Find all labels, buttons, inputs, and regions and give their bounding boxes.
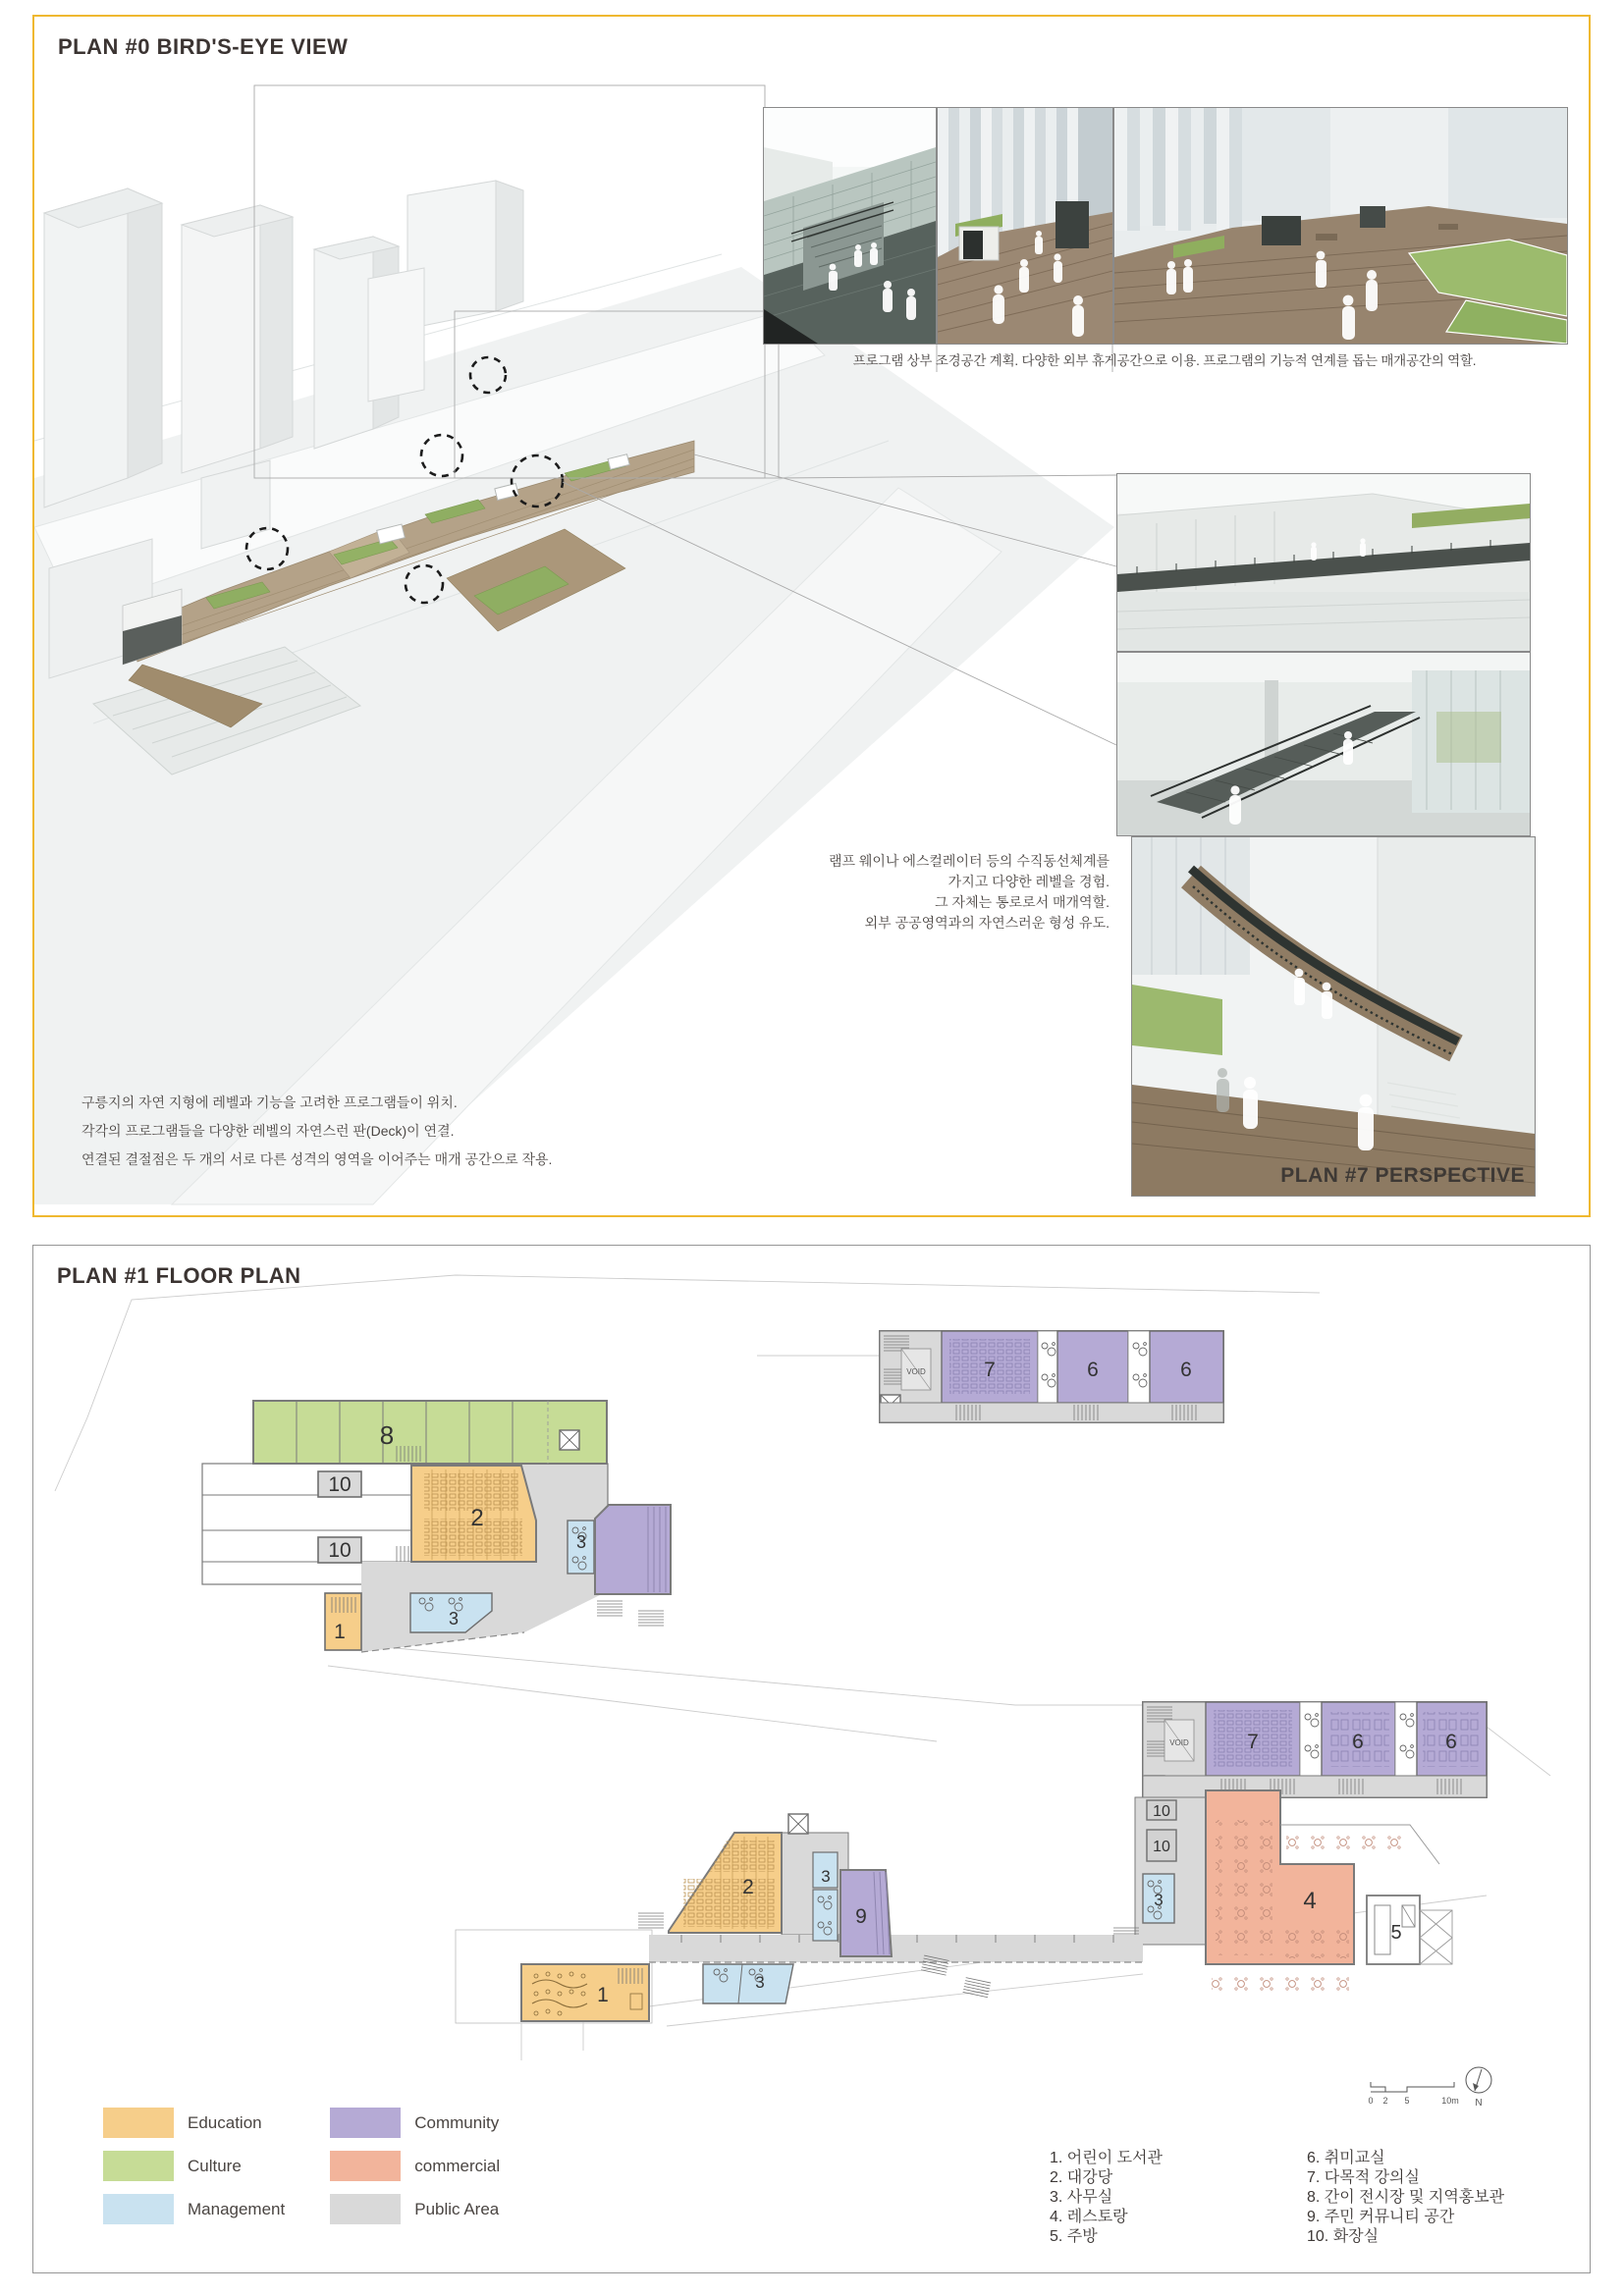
- legend: [103, 2108, 500, 2224]
- room-list-item: 7. 다목적 강의실: [1307, 2169, 1420, 2186]
- room-list-item: 8. 간이 전시장 및 지역홍보관: [1307, 2189, 1505, 2206]
- legend-label: commercial: [414, 2156, 501, 2175]
- inset-roofdeck-2: [937, 107, 1113, 345]
- birdseye-panel: [32, 15, 1591, 1217]
- svg-text:1: 1: [597, 1984, 609, 2006]
- legend-label: Management: [188, 2199, 286, 2218]
- svg-text:3: 3: [821, 1867, 831, 1886]
- perspective-image-a: [1116, 473, 1531, 652]
- svg-text:3: 3: [755, 1973, 765, 1992]
- svg-text:6: 6: [1180, 1359, 1192, 1381]
- upper-right-block: [880, 1331, 1223, 1422]
- room-list-item: 1. 어린이 도서관: [1050, 2150, 1163, 2166]
- svg-text:3: 3: [575, 1532, 587, 1552]
- room-list-item: 4. 레스토랑: [1050, 2209, 1128, 2225]
- inset-roofdeck-1: [763, 107, 937, 345]
- svg-text:8: 8: [379, 1420, 395, 1450]
- lower-floor-plan: [456, 1702, 1487, 2060]
- birdseye-title: PLAN #0 BIRD'S-EYE VIEW: [58, 34, 349, 59]
- svg-text:3: 3: [448, 1609, 460, 1629]
- svg-text:5: 5: [1404, 2096, 1410, 2106]
- svg-text:7: 7: [984, 1359, 996, 1381]
- room-list-item: 2. 대강당: [1050, 2169, 1113, 2186]
- scale-bar: [1371, 2082, 1454, 2092]
- svg-text:N: N: [1475, 2098, 1483, 2109]
- north-arrow-icon: [1466, 2067, 1491, 2093]
- svg-text:10: 10: [1153, 1803, 1170, 1820]
- svg-text:10: 10: [1153, 1839, 1170, 1855]
- svg-text:VOID: VOID: [906, 1367, 926, 1376]
- svg-text:5: 5: [1390, 1922, 1402, 1944]
- svg-text:10m: 10m: [1441, 2096, 1459, 2106]
- legend-item-culture: [103, 2151, 285, 2181]
- legend-label: Public Area: [414, 2199, 500, 2218]
- room-list-item: 10. 화장실: [1307, 2228, 1380, 2245]
- svg-text:6: 6: [1445, 1731, 1457, 1753]
- room-list-item: 6. 취미교실: [1307, 2150, 1385, 2166]
- legend-label: Education: [188, 2112, 262, 2132]
- legend-item-management: [103, 2194, 285, 2224]
- perspective-image-b: [1116, 652, 1531, 836]
- floorplan-title: PLAN #1 FLOOR PLAN: [57, 1263, 301, 1288]
- legend-item-commercial: [330, 2151, 500, 2181]
- legend-swatch-culture: [103, 2151, 174, 2181]
- svg-text:1: 1: [334, 1621, 346, 1643]
- truss: [1420, 1910, 1452, 1964]
- site-concept-note: 구릉지의 자연 지형에 레벨과 기능을 고려한 프로그램들이 위치. 각각의 프로그램들을 다양한 레벨의 자연스런 판(Deck)이 연결. 연결된 결절점은 두 개의 서로 다른 성격의 영역을 이어주는 매개 공간으로 작용.: [81, 1095, 553, 1167]
- legend-item-community: [330, 2108, 500, 2138]
- legend-swatch-commercial: [330, 2151, 401, 2181]
- svg-text:6: 6: [1087, 1359, 1099, 1381]
- perspective-image-c: [1131, 836, 1536, 1197]
- svg-text:9: 9: [855, 1905, 867, 1928]
- upper-floor-plan: [202, 1401, 671, 1652]
- svg-text:2: 2: [742, 1876, 754, 1898]
- perspective-label: PLAN #7 PERSPECTIVE: [1280, 1164, 1525, 1187]
- legend-label: Community: [414, 2112, 500, 2132]
- room-list-item: 9. 주민 커뮤니티 공간: [1307, 2209, 1455, 2225]
- legend-label: Culture: [188, 2156, 242, 2175]
- legend-swatch-education: [103, 2108, 174, 2138]
- svg-text:6: 6: [1352, 1731, 1364, 1753]
- room-list-left: [1050, 2149, 1163, 2247]
- svg-text:10: 10: [328, 1473, 352, 1496]
- legend-swatch-community: [330, 2108, 401, 2138]
- legend-item-education: [103, 2108, 285, 2138]
- svg-text:0: 0: [1368, 2096, 1374, 2106]
- inset-caption: 프로그램 상부 조경공간 계획. 다양한 외부 휴게공간으로 이용. 프로그램의 기능적 연계를 돕는 매개공간의 역할.: [852, 353, 1477, 368]
- legend-item-public-area: [330, 2194, 500, 2224]
- svg-text:VOID: VOID: [1169, 1738, 1189, 1747]
- legend-swatch-management: [103, 2194, 174, 2224]
- stairs-icon: [397, 1446, 420, 1462]
- svg-text:3: 3: [1154, 1891, 1164, 1909]
- svg-text:7: 7: [1247, 1731, 1259, 1753]
- legend-swatch-public-area: [330, 2194, 401, 2224]
- svg-text:2: 2: [470, 1505, 484, 1531]
- room-list-item: 5. 주방: [1050, 2228, 1098, 2245]
- room-list-item: 3. 사무실: [1050, 2189, 1113, 2206]
- floorplan-panel: [32, 1245, 1591, 2273]
- vertical-circulation-note: 램프 웨이나 에스컬레이터 등의 수직동선체계를 가지고 다양한 레벨을 경험. 그 자체는 통로로서 매개역할. 외부 공공영역과의 자연스러운 형성 유도.: [828, 853, 1110, 931]
- room-list-right: [1307, 2149, 1504, 2247]
- svg-text:4: 4: [1303, 1888, 1317, 1914]
- inset-roofdeck-3: [1113, 107, 1568, 345]
- svg-text:10: 10: [328, 1539, 352, 1562]
- svg-text:2: 2: [1382, 2096, 1388, 2106]
